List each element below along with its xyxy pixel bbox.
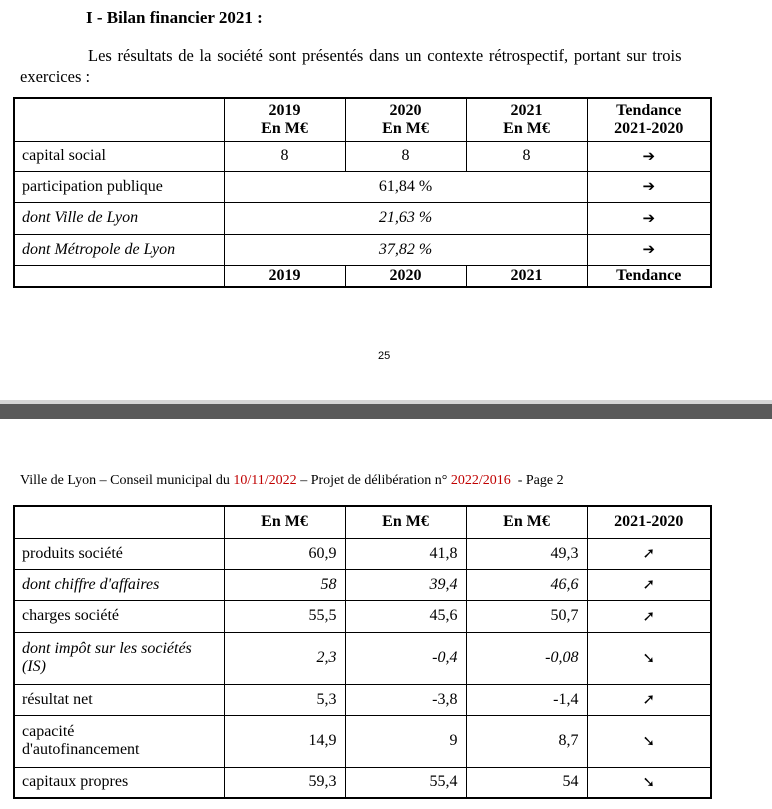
arrow-down-right-icon: ➘ [642, 731, 656, 750]
arrow-down-right-icon: ➘ [642, 772, 656, 791]
empty-header-cell [14, 98, 224, 141]
meeting-date: 10/11/2022 [233, 473, 297, 488]
header-col-3: En M€ [466, 506, 587, 538]
header-col-2: En M€ [345, 506, 466, 538]
row-label: capitaux propres [14, 767, 224, 798]
value-2019: 5,3 [224, 684, 345, 715]
row-label: produits société [14, 538, 224, 569]
value-2019: 14,9 [224, 715, 345, 767]
trend-cell [587, 684, 711, 715]
footer-2021: 2021 [466, 265, 587, 287]
footer-trend: Tendance [587, 265, 711, 287]
value-2020: 8 [345, 141, 466, 171]
arrow-up-right-icon: ➚ [642, 544, 656, 562]
value-2020: -3,8 [345, 684, 466, 715]
value-2021: 8,7 [466, 715, 587, 767]
deliberation-number: 2022/2016 [450, 473, 511, 488]
table-row [14, 767, 711, 798]
value-2020: 39,4 [345, 569, 466, 600]
arrow-right-icon: ➔ [642, 208, 656, 227]
trend-cell [587, 767, 711, 798]
value-2021: 46,6 [466, 569, 587, 600]
header-2020: 2020 En M€ [345, 98, 466, 141]
trend-cell [587, 632, 711, 684]
trend-cell [587, 715, 711, 767]
row-label: capacité d'autofinancement [14, 715, 224, 767]
footer-2020: 2020 [345, 265, 466, 287]
merged-value: 21,63 % [224, 202, 587, 234]
value-2020: 55,4 [345, 767, 466, 798]
value-2021: -1,4 [466, 684, 587, 715]
trend-cell [587, 202, 711, 234]
row-label: charges société [14, 600, 224, 632]
footer-2019: 2019 [224, 265, 345, 287]
table-row [14, 715, 711, 767]
value-2020: -0,4 [345, 632, 466, 684]
value-2021: 49,3 [466, 538, 587, 569]
value-2019: 2,3 [224, 632, 345, 684]
row-label: dont chiffre d'affaires [14, 569, 224, 600]
row-label: capital social [14, 141, 224, 171]
header-trend: Tendance 2021-2020 [587, 98, 711, 141]
arrow-up-right-icon: ➚ [642, 606, 656, 625]
value-2019: 58 [224, 569, 345, 600]
arrow-right-icon: ➔ [642, 146, 656, 165]
header-2021: 2021 En M€ [466, 98, 587, 141]
row-label: participation publique [14, 171, 224, 202]
page-header: Ville de Lyon – Conseil municipal du 10/11/2022 – Projet de délibération n° 2022/2016 - Page 2 [20, 473, 564, 488]
header-2019: 2019 En M€ [224, 98, 345, 141]
intro-text-line-1: Les résultats de la société sont présentés dans un contexte rétrospectif, portant sur trois [88, 46, 682, 65]
arrow-right-icon: ➔ [642, 177, 656, 195]
capital-table [13, 97, 712, 288]
arrow-right-icon: ➔ [642, 240, 656, 258]
row-label: dont Métropole de Lyon [14, 234, 224, 265]
merged-value: 37,82 % [224, 234, 587, 265]
trend-cell [587, 234, 711, 265]
trend-cell [587, 538, 711, 569]
merged-value: 61,84 % [224, 171, 587, 202]
header-col-1: En M€ [224, 506, 345, 538]
empty-header-cell [14, 506, 224, 538]
row-label: résultat net [14, 684, 224, 715]
value-2020: 9 [345, 715, 466, 767]
value-2021: -0,08 [466, 632, 587, 684]
table-row [14, 171, 711, 202]
table-row [14, 141, 711, 171]
arrow-down-right-icon: ➘ [642, 648, 656, 667]
table-footer-row [14, 265, 711, 287]
value-2021: 8 [466, 141, 587, 171]
table-row [14, 202, 711, 234]
trend-cell [587, 171, 711, 202]
table-row [14, 632, 711, 684]
value-2021: 54 [466, 767, 587, 798]
row-label: dont Ville de Lyon [14, 202, 224, 234]
trend-cell [587, 600, 711, 632]
value-2019: 55,5 [224, 600, 345, 632]
page-break-bar [0, 404, 772, 419]
value-2021: 50,7 [466, 600, 587, 632]
table-row [14, 684, 711, 715]
table-row [14, 600, 711, 632]
value-2019: 60,9 [224, 538, 345, 569]
trend-cell [587, 569, 711, 600]
arrow-up-right-icon: ➚ [642, 575, 656, 593]
table-row [14, 234, 711, 265]
section-title: I - Bilan financier 2021 : [86, 8, 263, 27]
value-2019: 8 [224, 141, 345, 171]
trend-cell [587, 141, 711, 171]
financial-results-table [13, 505, 712, 799]
value-2020: 41,8 [345, 538, 466, 569]
intro-text-line-2: exercices : [20, 67, 91, 86]
table-row [14, 569, 711, 600]
table-header-row [14, 98, 711, 141]
value-2019: 59,3 [224, 767, 345, 798]
empty-footer-cell [14, 265, 224, 287]
row-label: dont impôt sur les sociétés (IS) [14, 632, 224, 684]
arrow-up-right-icon: ➚ [642, 690, 656, 708]
value-2020: 45,6 [345, 600, 466, 632]
page-number: 25 [378, 350, 391, 362]
table-header-row [14, 506, 711, 538]
table-row [14, 538, 711, 569]
header-trend: 2021-2020 [587, 506, 711, 538]
